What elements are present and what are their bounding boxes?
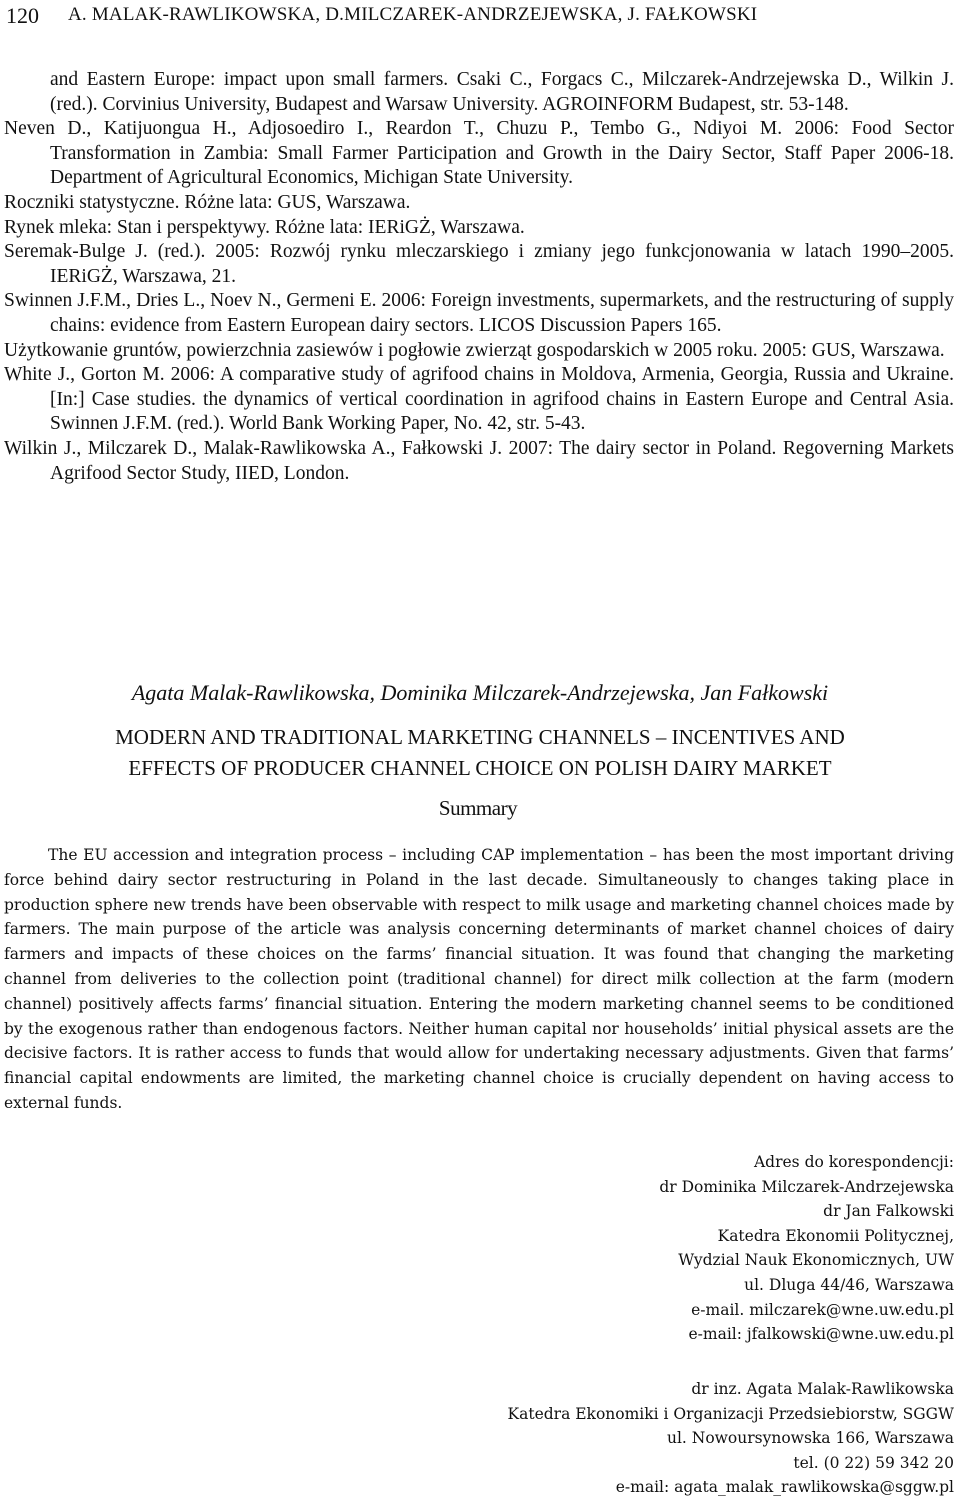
page-number: 120	[6, 3, 39, 28]
phone-line: tel. (0 22) 59 342 20	[793, 1453, 954, 1472]
summary-text: The EU accession and integration process – including CAP implementation – has been the most important driving force behind dairy sector restructuring in Poland in the last decade. Simultaneously to changes taking place in production sphere new trends have been observable with respect to milk usage and marketing channel choices made by farmers. The main purpose of the article was analysis concerning determinants of market channel choices of dairy farmers and impacts of these choices on the farms’ financial situation. It was found that changing the marketing channel from deliveries to the collection point (traditional channel) for direct milk collection at the farm (modern channel) positively affects farms’ financial situation. Entering the modern marketing channel seems to be conditioned by the exogenous rather than endogenous factors. Neither human capital nor households’ initial physical assets are the decisive factors. It is rather access to funds that would allow for undertaking necessary adjustments. Given that farms’ financial capital endowments are limited, the marketing channel choice is crucially dependent on having access to external funds.	[4, 846, 954, 1112]
address-line: dr Dominika Milczarek-Andrzejewska	[659, 1177, 954, 1196]
address-line: Wydzial Nauk Ekonomicznych, UW	[678, 1251, 954, 1270]
address-line: Katedra Ekonomii Politycznej,	[717, 1226, 954, 1245]
article-title-line: EFFECTS OF PRODUCER CHANNEL CHOICE ON POLISH DAIRY MARKET	[128, 756, 832, 780]
article-title-line: MODERN AND TRADITIONAL MARKETING CHANNELS – INCENTIVES AND	[115, 725, 845, 749]
email-line: e-mail: agata_malak_rawlikowska@sggw.pl	[615, 1478, 954, 1497]
summary-heading: Summary	[438, 796, 518, 820]
address-line: dr Jan Falkowski	[823, 1202, 954, 1221]
address-line: dr inz. Agata Malak-Rawlikowska	[691, 1380, 954, 1398]
page-header	[0, 0, 960, 36]
reference-item: Roczniki statystyczne. Różne lata: GUS, Warszawa.	[4, 191, 411, 213]
references-list	[4, 68, 954, 486]
reference-item: Seremak-Bulge J. (red.). 2005: Rozwój rynku mleczarskiego i zmiany jego funkcjonowania w latach 1990–2005. IERiGŻ, Warszawa, 21.	[4, 241, 954, 287]
reference-item: Wilkin J., Milczarek D., Malak-Rawlikowska A., Fałkowski J. 2007: The dairy sector in Poland. Regoverning Markets Agrifood Sector Study, IIED, London.	[4, 437, 954, 484]
address-line: ul. Nowoursynowska 166, Warszawa	[666, 1429, 954, 1448]
reference-item: Rynek mleka: Stan i perspektywy. Różne lata: IERiGŻ, Warszawa.	[4, 216, 525, 238]
running-head: A. MALAK-RAWLIKOWSKA, D.MILCZAREK-ANDRZEJEWSKA, J. FAŁKOWSKI	[68, 4, 758, 25]
email-line: e-mail: jfalkowski@wne.uw.edu.pl	[688, 1325, 954, 1344]
reference-item: and Eastern Europe: impact upon small farmers. Csaki C., Forgacs C., Milczarek-Andrzejewska D., Wilkin J. (red.). Corvinius University, Budapest and Warsaw University. AGROINFORM Budapest, str. 53-148.	[50, 69, 954, 115]
reference-item: Swinnen J.F.M., Dries L., Noev N., Germeni E. 2006: Foreign investments, supermarkets, and the restructuring of supply chains: evidence from Eastern European dairy sectors. LICOS Discussion Papers 165.	[4, 290, 954, 336]
address-line: Katedra Ekonomiki i Organizacji Przedsiebiorstw, SGGW	[507, 1404, 954, 1423]
email-line: e-mail. milczarek@wne.uw.edu.pl	[691, 1300, 954, 1319]
correspondence-block-2	[254, 1377, 954, 1500]
address-line: Adres do korespondencji:	[753, 1153, 954, 1171]
address-line: ul. Dluga 44/46, Warszawa	[744, 1275, 954, 1294]
article-title	[28, 722, 932, 784]
reference-item: Neven D., Katijuongua H., Adjosoediro I., Reardon T., Chuzu P., Tembo G., Ndiyoi M. 2006: Food Sector Transformation in Zambia: Small Farmer Participation and Growth in the Dairy Sector, Staff Paper 2006-18. Department of Agricultural Economics, Michigan State University.	[4, 118, 954, 189]
article-authors: Agata Malak-Rawlikowska, Dominika Milczarek-Andrzejewska, Jan Fałkowski	[131, 680, 829, 705]
reference-item: White J., Gorton M. 2006: A comparative study of agrifood chains in Moldova, Armenia, Georgia, Russia and Ukraine. [In:] Case studies. the dynamics of vertical coordination in agrifood chains in Eastern Europe and Central Asia. Swinnen J.F.M. (red.). World Bank Working Paper, No. 42, str. 5-43.	[4, 364, 954, 435]
correspondence-block-1	[254, 1150, 954, 1347]
reference-item: Użytkowanie gruntów, powierzchnia zasiewów i pogłowie zwierząt gospodarskich w 2005 roku. 2005: GUS, Warszawa.	[4, 339, 945, 361]
